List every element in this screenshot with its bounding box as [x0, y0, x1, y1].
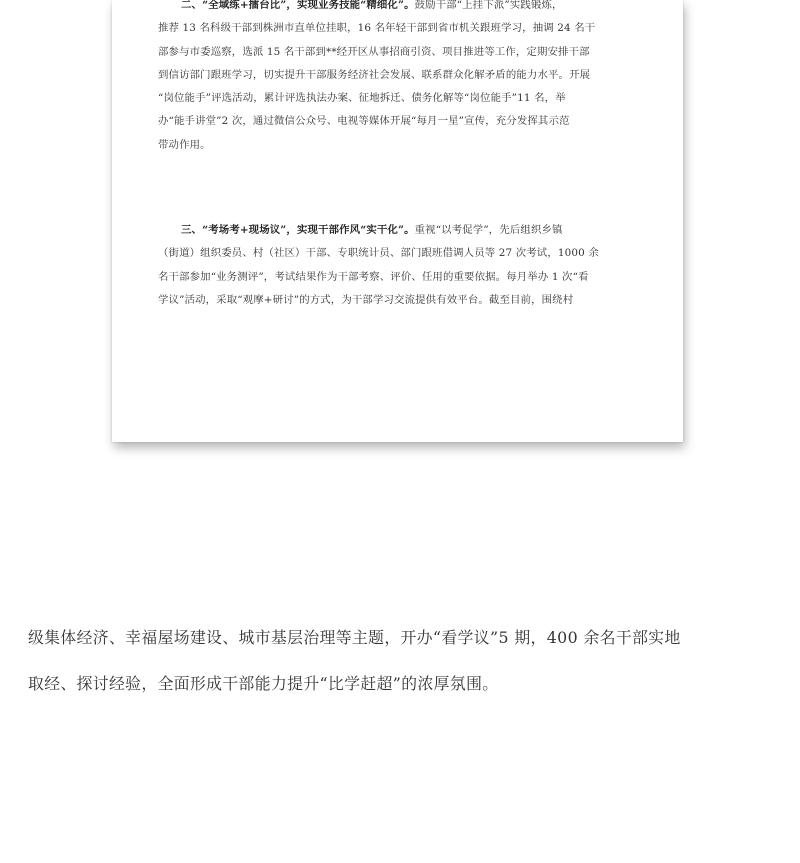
section-2-text: 鼓励干部“上挂下派”实践锻炼， — [414, 0, 563, 11]
paragraph-line: 到信访部门跟班学习，切实提升干部服务经济社会发展、联系群众化解矛盾的能力水平。开展 — [158, 68, 591, 81]
continuation-text — [28, 615, 778, 707]
section-3-paragraph — [158, 219, 643, 312]
paragraph-line: 带动作用。 — [158, 138, 211, 151]
paragraph-line: 学议”活动，采取“观摩+研讨”的方式，为干部学习交流提供有效平台。截至目前，围绕村 — [158, 293, 574, 306]
section-3-heading: 三、“考场考+现场议”，实现干部作风“实干化”。 — [181, 224, 415, 236]
continuation-line: 级集体经济、幸福屋场建设、城市基层治理等主题，开办“看学议”5 期，400 余名干部实地 — [28, 628, 681, 647]
continuation-line: 取经、探讨经验，全面形成干部能力提升“比学赶超”的浓厚氛围。 — [28, 674, 499, 693]
paragraph-line: （街道）组织委员、村（社区）干部、专职统计员、部门跟班借调人员等 27 次考试，1000 余 — [158, 247, 599, 260]
section-3-text: 重视“以考促学”，先后组织乡镇 — [414, 224, 563, 236]
document-page — [112, 0, 683, 442]
paragraph-line: 办“能手讲堂”2 次，通过微信公众号、电视等媒体开展“每月一星”宣传，充分发挥其示范 — [158, 115, 570, 128]
paragraph-line: 部参与市委巡察，选派 15 名干部到**经开区从事招商引资、项目推进等工作，定期安排干部 — [158, 45, 590, 58]
paragraph-line — [158, 219, 643, 242]
section-2-heading: 二、“全域练+擂台比”，实现业务技能“精细化”。 — [181, 0, 415, 11]
paragraph-line: “岗位能手”评选活动，累计评选执法办案、征地拆迁、债务化解等“岗位能手”11 名，举 — [158, 92, 566, 105]
paragraph-line — [158, 0, 643, 17]
paragraph-line: 名干部参加“业务测评”，考试结果作为干部考察、评价、任用的重要依据。每月举办 1 次“看 — [158, 270, 589, 283]
section-2-paragraph — [158, 0, 643, 157]
paragraph-line: 推荐 13 名科级干部到株洲市直单位挂职，16 名年轻干部到省市机关跟班学习，抽调 24 名干 — [158, 22, 596, 35]
